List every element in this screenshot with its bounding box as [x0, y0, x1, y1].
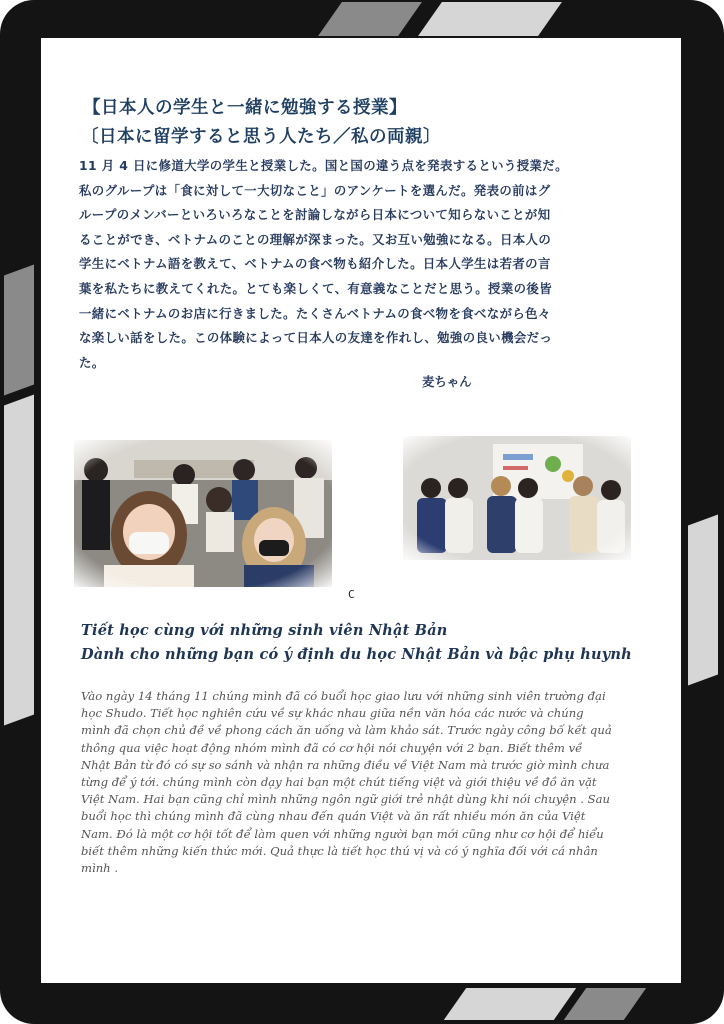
- jp-line: 11 月 4 日に修道大学の学生と授業した。国と国の違う点を発表するという授業だ。: [79, 158, 568, 173]
- vi-line: Nhật Bản từ đó có sự so sánh và nhận ra những điều về Việt Nam mà trước giờ mình chưa: [81, 757, 610, 772]
- vi-line: biết thêm những kiến thức mới. Quả thực là tiết học thú vị và có ý nghĩa đối với cá nhân: [81, 843, 598, 858]
- vi-line: Nam. Đó là một cơ hội tốt để làm quen với những người bạn mới cũng như cơ hội để hiểu: [81, 826, 604, 841]
- jp-line: た。: [79, 354, 105, 370]
- frame-stripe-top-2: [418, 2, 562, 36]
- jp-line: 私のグループは「食に対して一大切なこと」のアンケートを選んだ。発表の前はグ: [79, 182, 551, 198]
- jp-line: 学生にベトナム語を教えて、ベトナムの食べ物も紹介した。日本人学生は若者の言: [79, 256, 551, 272]
- frame-stripe-bottom-1: [444, 988, 576, 1020]
- jp-line: ることができ、ベトナムのことの理解が深まった。又お互い勉強になる。日本人の: [79, 231, 552, 247]
- author-name: 麦ちゃん: [422, 374, 472, 389]
- vi-line: mình đã chọn chủ đề về phong cách ăn uống và làm khảo sát. Trước ngày công bố kết quả: [81, 723, 612, 738]
- jp-line: な楽しい話をした。この体験によって日本人の友達を作れし、勉強の良い機会だっ: [79, 330, 553, 346]
- jp-paragraph: [79, 154, 665, 375]
- vi-line: Vào ngày 14 tháng 11 chúng mình đã có buổi học giao lưu với những sinh viên trường đại: [81, 689, 606, 703]
- document-page: [41, 38, 681, 983]
- frame-stripe-bottom-2: [564, 988, 646, 1020]
- vi-title-line-2: Dành cho những bạn có ý định du học Nhật Bản và bậc phụ huynh: [81, 646, 632, 663]
- jp-title-line-1: 【日本人の学生と一緒に勉強する授業】: [83, 98, 407, 118]
- vi-title-line-1: Tiết học cùng với những sinh viên Nhật Bản: [81, 622, 448, 639]
- vi-line: Việt Nam. Hai bạn cũng chỉ mình những ngôn ngữ giới trẻ nhật dùng khi nói chuyện . Sau: [81, 792, 610, 807]
- vi-line: học Shudo. Tiết học nghiên cứu về sự khác nhau giữa nền văn hóa các nước và chúng: [81, 706, 584, 721]
- group-selfie-photo: [74, 440, 332, 587]
- photo-caption: C: [348, 588, 355, 601]
- jp-line: 葉を私たちに教えてくれた。とても楽しくて、有意義なことだと思う。授業の後皆: [79, 280, 553, 296]
- frame-stripe-left-1: [4, 265, 34, 396]
- group-heart-pose-photo: [403, 436, 631, 560]
- frame-stripe-left-2: [4, 395, 34, 726]
- jp-title-line-2: 〔日本に留学すると思う人たち／私の両親〕: [81, 127, 441, 147]
- vi-line: thông qua việc hoạt động nhóm mình đã có cơ hội nói chuyện với 2 bạn. Biết thêm về: [81, 740, 583, 755]
- frame-stripe-right-1: [688, 515, 718, 686]
- jp-line: ループのメンバーといろいろなことを討論しながら日本について知らないことが知: [79, 207, 551, 223]
- vi-line: mình .: [81, 861, 119, 876]
- vi-line: buổi học thì chúng mình đã cùng nhau đến quán Việt và ăn rất nhiều món ăn của Việt: [81, 809, 586, 824]
- vi-paragraph: [81, 688, 647, 877]
- jp-line: 一緒にベトナムのお店に行きました。たくさんベトナムの食べ物を食べながら色々: [79, 305, 551, 321]
- vi-line: từng để ý tới. chúng mình còn dạy hai bạn một chút tiếng việt và giới thiệu về đồ ăn vặt: [81, 775, 597, 790]
- frame-stripe-top-1: [318, 2, 422, 36]
